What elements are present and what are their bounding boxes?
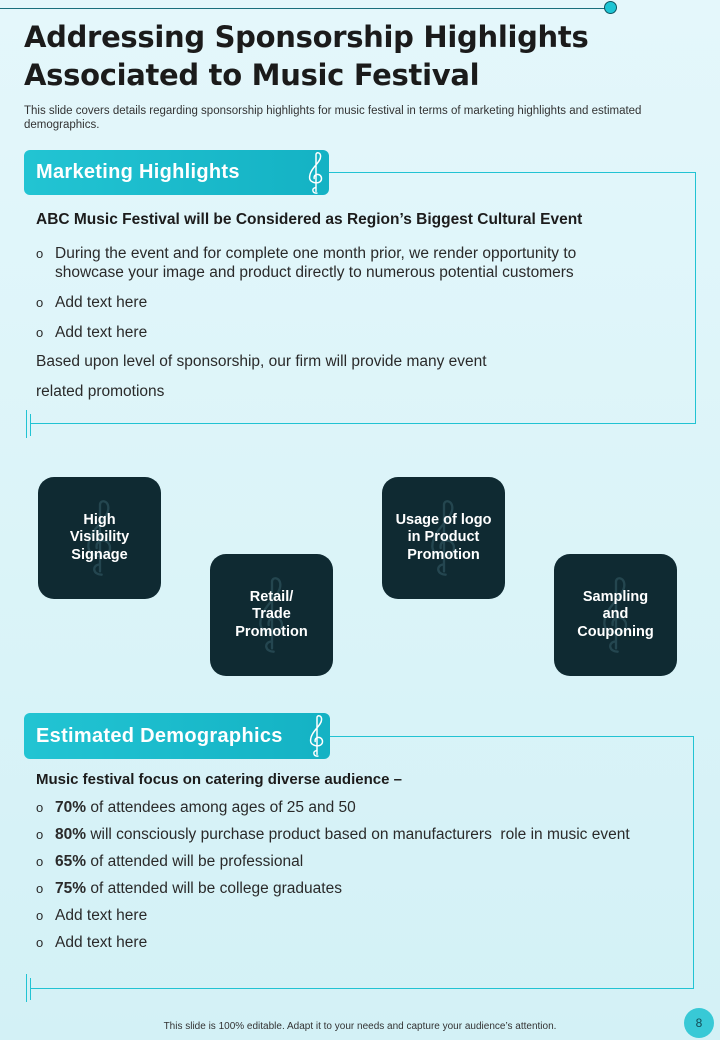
promotion-card-label: Retail/ Trade Promotion [235, 588, 308, 640]
page-title: Addressing Sponsorship Highlights Associated to Music Festival [24, 20, 589, 92]
promotion-card [382, 477, 505, 599]
bullet-text: During the event and for complete one month prior, we render opportunity to showcase your image and product directly to numerous potential customers [55, 245, 577, 281]
bullet-circle-icon: o [36, 881, 44, 896]
marketing-bullet [36, 323, 147, 342]
page-subtitle: This slide covers details regarding sponsorship highlights for music festival in terms of marketing highlights and estimated demographics. [24, 105, 642, 131]
bullet-circle-icon: o [36, 246, 44, 261]
demographic-stat [36, 798, 356, 817]
promotion-card [210, 554, 333, 676]
bullet-circle-icon: o [36, 800, 44, 815]
promotion-card [554, 554, 677, 676]
marketing-heading: ABC Music Festival will be Considered as Region’s Biggest Cultural Event [36, 211, 583, 228]
treble-clef-icon [305, 151, 327, 195]
bullet-circle-icon: o [36, 854, 44, 869]
bullet-circle-icon: o [36, 908, 44, 923]
promotion-card-label: Sampling and Couponing [577, 588, 654, 640]
page-number-badge: 8 [684, 1008, 714, 1038]
marketing-frame-left-mark-2 [30, 414, 31, 436]
bullet-circle-icon: o [36, 935, 44, 950]
stat-text: of attended will be professional [86, 853, 304, 870]
marketing-frame-left-mark [26, 410, 27, 438]
marketing-bullet [36, 244, 606, 282]
bullet-text: Add text here [55, 294, 148, 311]
bullet-circle-icon: o [36, 295, 44, 310]
demographic-stat [36, 825, 630, 844]
promotion-card-label: Usage of logo in Product Promotion [395, 511, 492, 563]
marketing-paragraph-line: related promotions [36, 383, 165, 400]
stat-percentage: 75% [55, 880, 87, 897]
estimated-demographics-label: Estimated Demographics [36, 724, 283, 747]
marketing-bullet [36, 293, 147, 312]
demographic-bullet [36, 906, 147, 925]
promotion-card [38, 477, 161, 599]
estimated-demographics-tab [24, 713, 330, 759]
bullet-text: Add text here [55, 934, 148, 951]
top-rule [0, 8, 606, 9]
stat-text: of attendees among ages of 25 and 50 [86, 799, 356, 816]
top-rule-dot [604, 1, 617, 14]
stat-percentage: 65% [55, 853, 87, 870]
demographics-frame-left-mark [26, 974, 27, 1002]
bullet-circle-icon: o [36, 325, 44, 340]
promotion-card-label: High Visibility Signage [69, 511, 130, 563]
treble-clef-icon [306, 714, 328, 758]
marketing-highlights-tab [24, 150, 329, 195]
demographic-stat [36, 852, 303, 871]
stat-text: will consciously purchase product based on manufacturers role in music event [86, 826, 630, 843]
demographics-heading: Music festival focus on catering diverse audience – [36, 771, 402, 788]
bullet-text: Add text here [55, 324, 148, 341]
stat-percentage: 70% [55, 799, 87, 816]
bullet-circle-icon: o [36, 827, 44, 842]
footer-note: This slide is 100% editable. Adapt it to your needs and capture your audience’s attention. [163, 1021, 557, 1032]
demographic-bullet [36, 933, 147, 952]
marketing-paragraph-line: Based upon level of sponsorship, our firm will provide many event [36, 353, 487, 370]
stat-percentage: 80% [55, 826, 87, 843]
stat-text: of attended will be college graduates [86, 880, 342, 897]
demographic-stat [36, 879, 342, 898]
demographics-frame-left-mark-2 [30, 978, 31, 1000]
bullet-text: Add text here [55, 907, 148, 924]
marketing-highlights-label: Marketing Highlights [36, 161, 240, 183]
